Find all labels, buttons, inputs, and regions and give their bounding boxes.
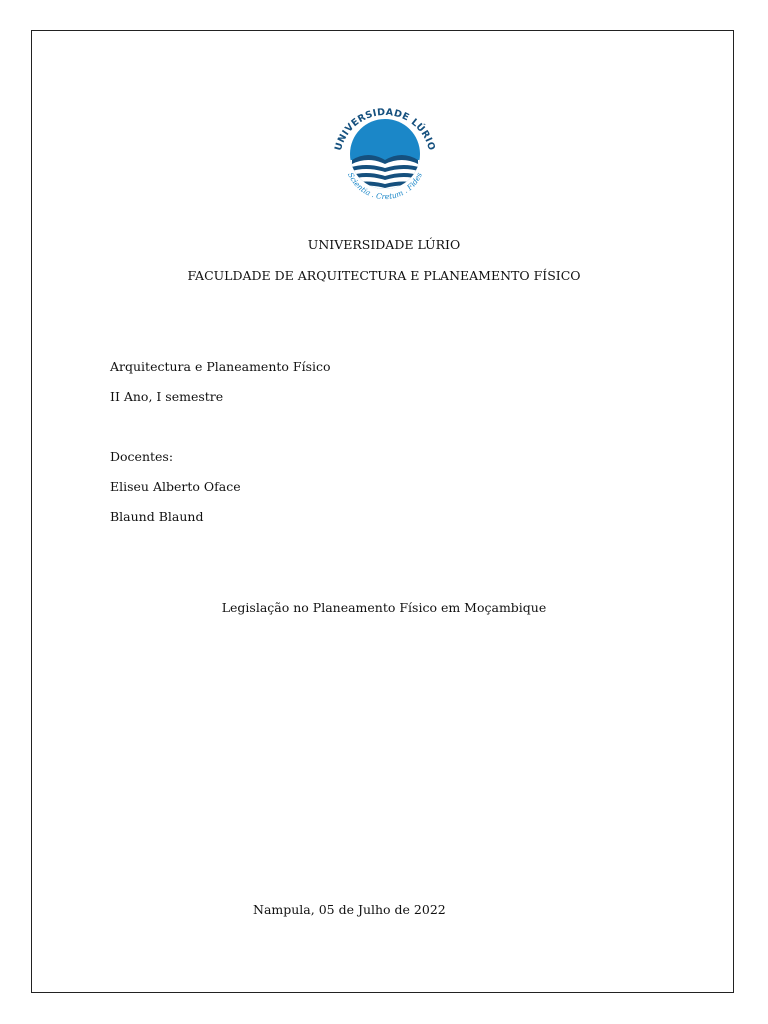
year-semester: II Ano, I semestre bbox=[110, 389, 224, 404]
place-date: Nampula, 05 de Julho de 2022 bbox=[253, 902, 446, 917]
lecturer-name: Blaund Blaund bbox=[110, 509, 204, 524]
course-name: Arquitectura e Planeamento Físico bbox=[110, 359, 331, 374]
logo-motto: Scientia . Cretum . Fides bbox=[346, 171, 424, 202]
university-logo bbox=[326, 100, 444, 210]
universidade-lurio-logo-icon bbox=[326, 100, 444, 210]
document-title: Legislação no Planeamento Físico em Moçambique bbox=[221, 600, 547, 615]
lecturer-name: Eliseu Alberto Oface bbox=[110, 479, 241, 494]
faculty-name: FACULDADE DE ARQUITECTURA E PLANEAMENTO FÍSICO bbox=[187, 268, 581, 283]
lecturers-heading: Docentes: bbox=[110, 449, 174, 464]
logo-arc-text: UNIVERSIDADE LÚRIO bbox=[333, 106, 437, 153]
university-name: UNIVERSIDADE LÚRIO bbox=[307, 237, 461, 252]
